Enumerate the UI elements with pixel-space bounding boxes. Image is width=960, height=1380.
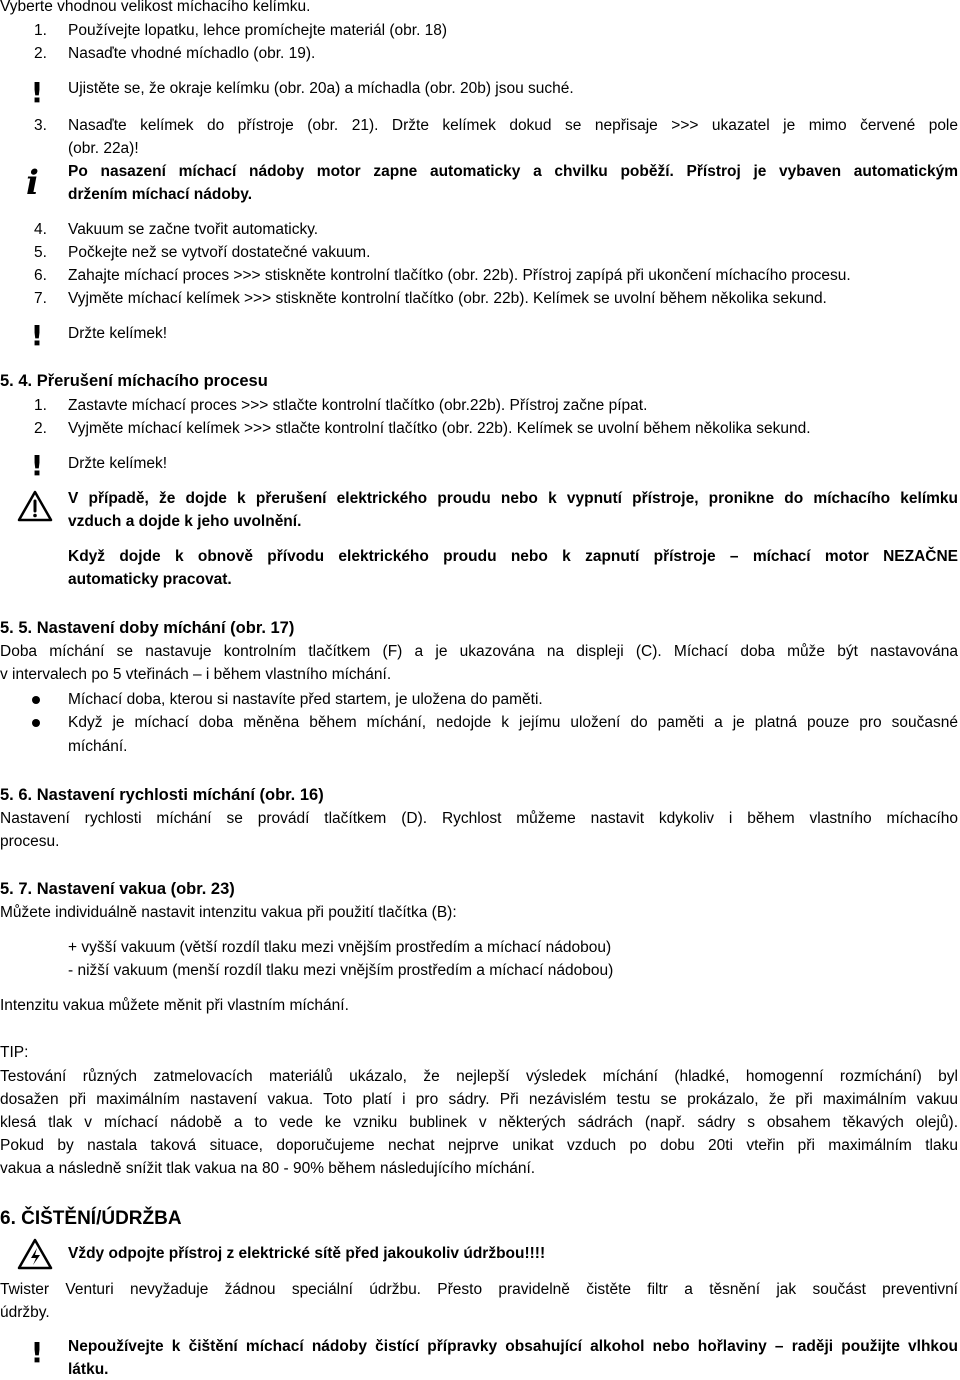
power-restore-text: Když dojde k obnově přívodu elektrického proudu nebo k zapnutí přístroje – míchací motor NEZAČNE [68,548,958,565]
hold-cup-text: Držte kelímek! [68,455,168,472]
hold-cup-text: Držte kelímek! [68,325,168,342]
cleaning-note-text: Nepoužívejte k čištění míchací nádoby čistící přípravky obsahující alkohol nebo hořlaviny – raději použijte vlhkou [68,1338,958,1355]
unplug-warning-text: Vždy odpojte přístroj z elektrické sítě před jakoukoliv údržbou!!!! [68,1245,546,1262]
step-number: 7. [34,290,47,307]
list-item: Když je míchací doba měněna během míchání, nedojde k jejímu uložení do paměti a je platná pouze pro současné [68,714,958,731]
power-outage-text: V případě, že dojde k přerušení elektrického proudu nebo k vypnutí přístroje, pronikne do míchacího kelímku [68,490,958,507]
step-text: Vyjměte míchací kelímek >>> stiskněte kontrolní tlačítko (obr. 22b). Kelímek se uvolní během několika sekund. [68,290,827,307]
step-text: Zahajte míchací proces >>> stiskněte kontrolní tlačítko (obr. 22b). Přístroj zapípá při ukončení míchacího procesu. [68,267,851,284]
section-heading-5-5: 5. 5. Nastavení doby míchání (obr. 17) [0,619,295,637]
step-number: 5. [34,244,47,261]
step-number: 2. [34,420,47,437]
step-text: Vyjměte míchací kelímek >>> stlačte kontrolní tlačítko (obr. 22b). Kelímek se uvolní během několika sekund. [68,420,811,437]
exclamation-icon: ! [30,319,44,352]
step-number: 6. [34,267,47,284]
tip-text: Pokud by nastala taková situace, doporučujeme nechat nejprve unikat vzduch po dobu 20ti vteřin při maximálním tlaku [0,1137,958,1154]
list-item-continued: míchání. [68,738,128,755]
power-restore-text: automaticky pracovat. [68,571,232,588]
step-number: 4. [34,221,47,238]
cleaning-note-text: látku. [68,1361,109,1378]
step-text: Zastavte míchací proces >>> stlačte kontrolní tlačítko (obr.22b). Přístroj začne pípat. [68,397,648,414]
step-text: Nasaďte vhodné míchadlo (obr. 19). [68,45,316,62]
info-text-line: Po nasazení míchací nádoby motor zapne automaticky a chvilku poběží. Přístroj je vybaven automatickým [68,163,958,180]
section-heading-6: 6. ČIŠTĚNÍ/ÚDRŽBA [0,1208,182,1229]
paragraph: Můžete individuálně nastavit intenzitu vakua při použití tlačítka (B): [0,904,457,921]
warning-triangle-icon [17,490,53,522]
paragraph: údržby. [0,1304,50,1321]
step-text: Nasaďte kelímek do přístroje (obr. 21). Držte kelímek dokud se nepřisaje >>> ukazatel je mimo červené pole [68,117,958,134]
step-number: 3. [34,117,47,134]
warning-dry-text: Ujistěte se, že okraje kelímku (obr. 20a) a míchadla (obr. 20b) jsou suché. [68,80,574,97]
intro-text: Vyberte vhodnou velikost míchacího kelímku. [0,0,311,15]
tip-text: vakua a následně snížit tlak vakua na 80 - 90% během následujícího míchání. [0,1160,536,1177]
tip-text: dosažen při maximálním nastavení vakua. Toto platí i pro sádry. Při nezávislém testu se prokázalo, že při maximálním vakuu [0,1091,958,1108]
paragraph: Intenzitu vakua můžete měnit při vlastním míchání. [0,997,349,1014]
paragraph: Doba míchání se nastavuje kontrolním tlačítkem (F) a je ukazována na displeji (C). Míchací doba může být nastavována [0,643,958,660]
step-text: Vakuum se začne tvořit automaticky. [68,221,319,238]
step-text-continued: (obr. 22a)! [68,140,139,157]
step-number: 1. [34,397,47,414]
exclamation-icon: ! [30,449,44,482]
paragraph: Twister Venturi nevyžaduje žádnou speciální údržbu. Přesto pravidelně čistěte filtr a těsnění jak součást preventivní [0,1281,958,1298]
vacuum-plus-text: + vyšší vakuum (větší rozdíl tlaku mezi vnějším prostředím a míchací nádobou) [68,939,612,956]
step-text: Počkejte než se vytvoří dostatečné vakuum. [68,244,371,261]
section-heading-5-6: 5. 6. Nastavení rychlosti míchání (obr. 16) [0,786,324,804]
info-icon: i [26,163,39,203]
step-text: Používejte lopatku, lehce promíchejte materiál (obr. 18) [68,22,448,39]
paragraph: v intervalech po 5 vteřinách – i během vlastního míchání. [0,666,392,683]
paragraph: procesu. [0,833,60,850]
bullet-icon [32,696,40,704]
exclamation-icon: ! [30,1336,44,1369]
paragraph: Nastavení rychlosti míchání se provádí tlačítkem (D). Rychlost můžeme nastavit kdykoliv i během vlastního míchacího [0,810,958,827]
power-outage-text: vzduch a dojde k jeho uvolnění. [68,513,302,530]
tip-label: TIP: [0,1044,29,1061]
info-text-line: držením míchací nádoby. [68,186,253,203]
step-number: 2. [34,45,47,62]
section-heading-5-7: 5. 7. Nastavení vakua (obr. 23) [0,880,235,898]
tip-text: klesá tlak v míchací nádobě a to vede ke vzniku bublinek v některých sádrách (např. sádry s obsahem těkavých olejů). [0,1114,958,1131]
step-number: 1. [34,22,47,39]
electric-hazard-icon [17,1238,53,1270]
vacuum-minus-text: - nižší vakuum (menší rozdíl tlaku mezi vnějším prostředím a míchací nádobou) [68,962,614,979]
bullet-icon [32,719,40,727]
exclamation-icon: ! [30,76,44,109]
section-heading-5-4: 5. 4. Přerušení míchacího procesu [0,372,268,390]
tip-text: Testování různých zatmelovacích materiálů ukázalo, že nejlepší výsledek míchání (hladké, homogenní rozmíchání) byl [0,1068,958,1085]
list-item: Míchací doba, kterou si nastavíte před startem, je uložena do paměti. [68,691,543,708]
